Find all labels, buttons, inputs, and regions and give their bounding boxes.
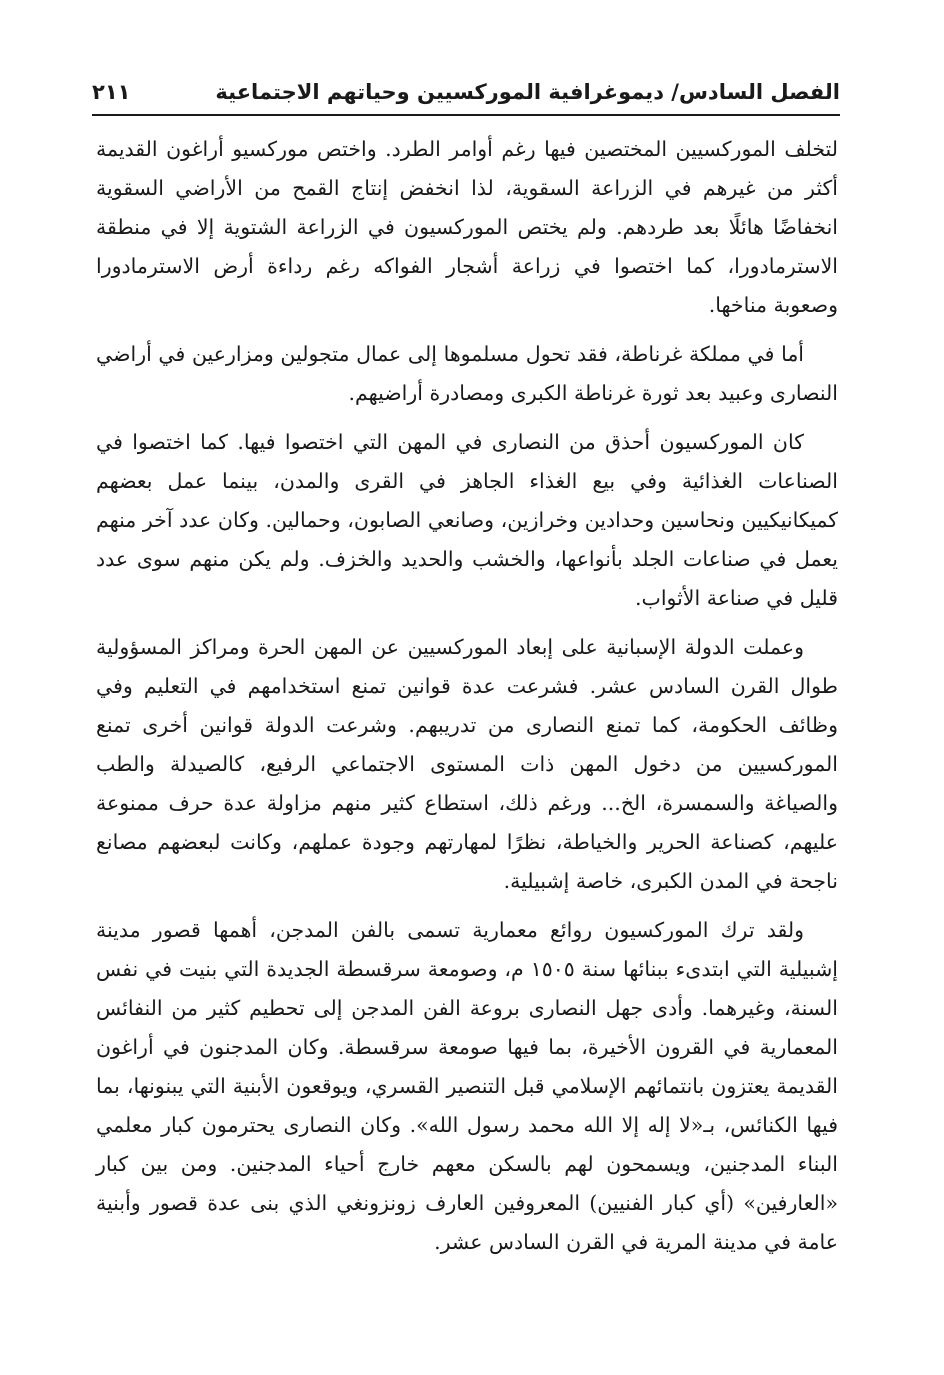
- paragraph-1: لتخلف الموركسيين المختصين فيها رغم أوامر الطرد. واختص موركسيو أراغون القديمة أكثر من غيرهم في الزراعة السقوية، لذا انخفض إنتاج القمح من الأراضي السقوية انخفاضًا هائلًا بعد طردهم. ولم يختص الموركسيون في الزراعة الشتوية إلا في منطقة الاسترمادورا، كما اختصوا في زراعة أشجار الفواكه رغم رداءة أرض الاسترمادورا وصعوبة مناخها.: [96, 137, 838, 317]
- paragraph-3: كان الموركسيون أحذق من النصارى في المهن التي اختصوا فيها. كما اختصوا في الصناعات الغذائية وفي بيع الغذاء الجاهز في القرى والمدن، بينما عمل بعضهم كميكانيكيين ونحاسين وحدادين وخرازين، وصانعي الصابون، وحمالين. وكان عدد آخر منهم يعمل في صناعات الجلد بأنواعها، والخشب والحديد والخزف. ولم يكن منهم سوى عدد قليل في صناعة الأثواب.: [96, 430, 838, 610]
- header-divider: [92, 114, 840, 116]
- paragraph-5: ولقد ترك الموركسيون روائع معمارية تسمى بالفن المدجن، أهمها قصور مدينة إشبيلية التي ابتدىء ببنائها سنة ١٥٠٥ م، وصومعة سرقسطة الجديدة التي بنيت في نفس السنة، وغيرهما. وأدى جهل النصارى بروعة الفن المدجن إلى تحطيم كثير من النفائس المعمارية في القرون الأخيرة، بما فيها صومعة سرقسطة. وكان المدجنون في أراغون القديمة يعتزون بانتمائهم الإسلامي قبل التنصير القسري، ويوقعون الأبنية التي يبنونها، بما فيها الكنائس، بـ«لا إله إلا الله محمد رسول الله». وكان النصارى يحترمون كبار معلمي البناء المدجنين، ويسمحون لهم بالسكن معهم خارج أحياء المدجنين. ومن بين كبار «العارفين» (أي كبار الفنيين) المعروفين العارف زونزونغي الذي بنى عدة قصور وأبنية عامة في مدينة المرية في القرن السادس عشر.: [96, 918, 838, 1254]
- paragraph-4: وعملت الدولة الإسبانية على إبعاد الموركسيين عن المهن الحرة ومراكز المسؤولية طوال القرن السادس عشر. فشرعت عدة قوانين تمنع استخدامهم في التعليم وفي وظائف الحكومة، كما تمنع النصارى من تدريبهم. وشرعت الدولة قوانين أخرى تمنع الموركسيين من دخول المهن ذات المستوى الاجتماعي الرفيع، كالصيدلة والطب والصياغة والسمسرة، الخ... ورغم ذلك، استطاع كثير منهم مزاولة عدة حرف ممنوعة عليهم، كصناعة الحرير والخياطة، نظرًا لمهارتهم وجودة عملهم، وكانت لبعضهم مصانع ناجحة في المدن الكبرى، خاصة إشبيلية.: [96, 635, 838, 893]
- body-text: [96, 130, 838, 1272]
- running-header: [92, 74, 840, 110]
- page-number: ٢١١: [92, 80, 131, 104]
- chapter-title: الفصل السادس/ ديموغرافية الموركسيين وحياتهم الاجتماعية: [215, 80, 840, 104]
- paragraph-2: أما في مملكة غرناطة، فقد تحول مسلموها إلى عمال متجولين ومزارعين في أراضي النصارى وعبيد بعد ثورة غرناطة الكبرى ومصادرة أراضيهم.: [96, 342, 838, 405]
